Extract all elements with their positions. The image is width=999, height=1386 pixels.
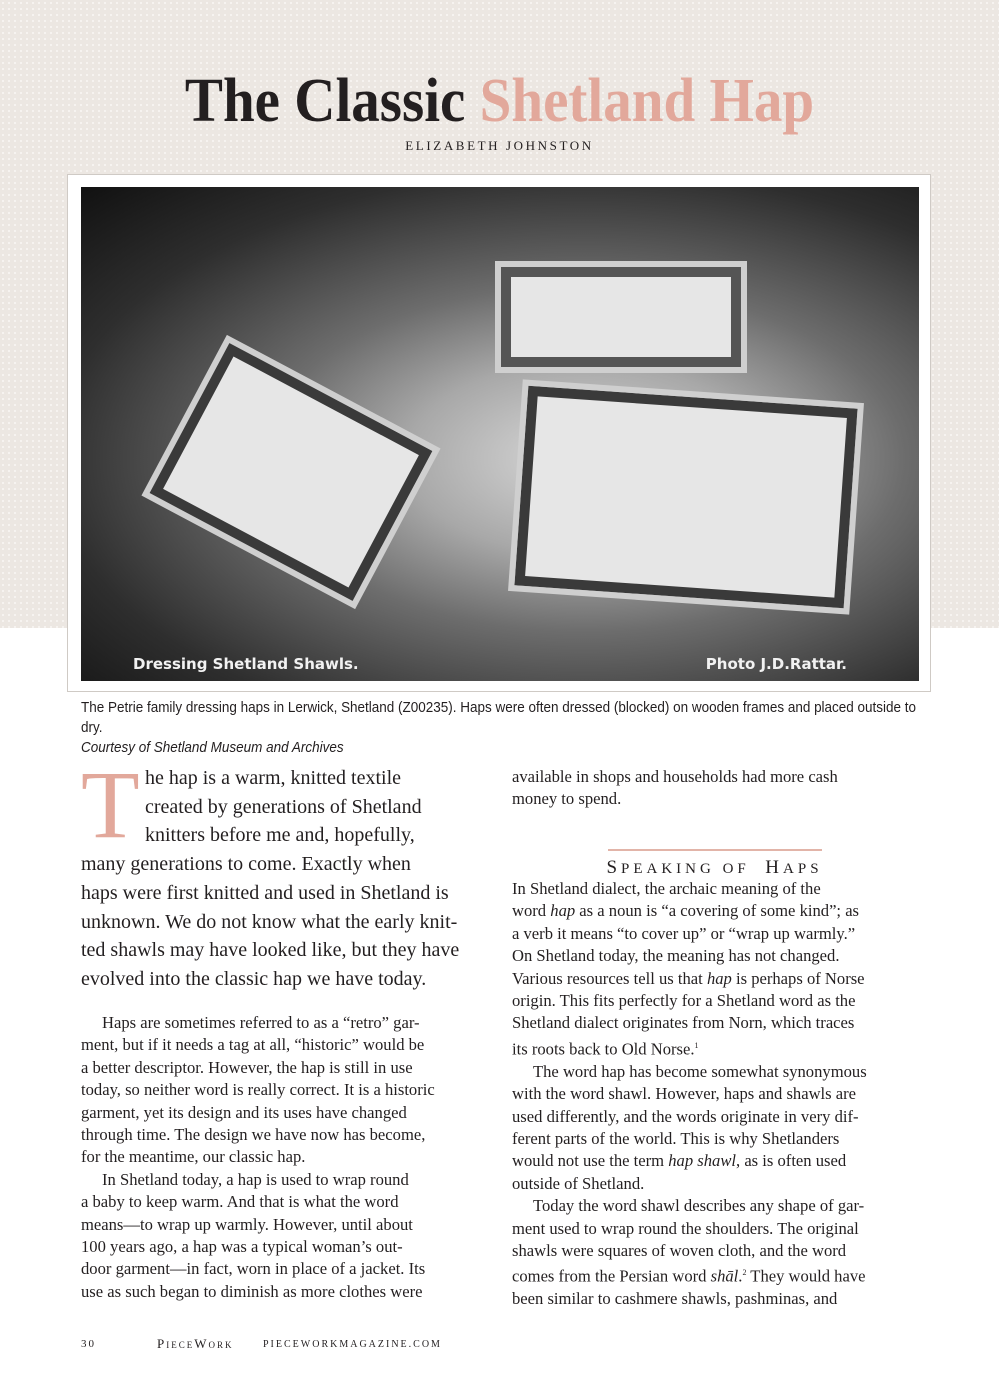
text-line: with the word shawl. However, haps and shawls are: [512, 1084, 857, 1104]
sidebar-rule: [608, 849, 822, 851]
text-line: ment, but if it needs a tag at all, “historic” would be: [81, 1035, 425, 1055]
text-line: Shetland dialect originates from Norn, which traces: [512, 1013, 855, 1033]
right-column-body: [512, 878, 867, 1311]
text-line: In Shetland today, a hap is used to wrap round: [102, 1169, 409, 1189]
shawl-left: [150, 343, 433, 601]
text-line: ted shawls may have looked like, but they have: [81, 939, 460, 962]
text-line: ferent parts of the world. This is why Shetlanders: [512, 1129, 840, 1148]
text-line: a baby to keep warm. And that is what the word: [81, 1192, 399, 1212]
text-line: Various resources tell us that hap is perhaps of Norse: [512, 968, 865, 988]
magazine-name: PieceWork: [157, 1336, 234, 1351]
text-line: unknown. We do not know what the early knit-: [81, 910, 458, 933]
title-dark: The Classic: [184, 67, 466, 135]
text-line: Haps are sometimes referred to as a “retro” gar-: [102, 1013, 420, 1032]
text-line: shawls were squares of woven cloth, and the word: [512, 1241, 847, 1261]
text-line: a better descriptor. However, the hap is still in use: [81, 1057, 413, 1077]
text-line: a verb it means “to cover up” or “wrap up warmly.”: [512, 923, 856, 943]
text-line: created by generations of Shetland: [145, 795, 422, 818]
drop-cap: T: [81, 751, 140, 858]
caption-text: The Petrie family dressing haps in Lerwick, Shetland (Z00235). Haps were often dressed (blocked) on wooden frames and placed outside to dry.: [81, 700, 917, 736]
text-line: origin. This fits perfectly for a Shetland word as the: [512, 991, 856, 1011]
text-line: door garment—in fact, worn in place of a jacket. Its: [81, 1259, 426, 1279]
text-line: On Shetland today, the meaning has not changed.: [512, 946, 840, 966]
text-line: use as such began to diminish as more clothes were: [81, 1281, 423, 1301]
shawl-center: [514, 386, 857, 609]
text-line: 100 years ago, a hap was a typical woman’s out-: [81, 1237, 403, 1257]
text-line: would not use the term hap shawl, as is often used: [512, 1151, 847, 1171]
text-line: haps were first knitted and used in Shetland is: [81, 881, 449, 904]
page-title: [40, 66, 959, 137]
text-line: word hap as a noun is “a covering of some kind”; as: [512, 901, 860, 921]
sidebar-heading: SPEAKING OF HAPS: [606, 857, 823, 878]
text-line: he hap is a warm, knitted textile: [145, 767, 402, 789]
caption-credit: Courtesy of Shetland Museum and Archives: [81, 740, 344, 756]
left-column-body: [81, 1012, 435, 1303]
right-column-top: [512, 766, 838, 811]
text-line: outside of Shetland.: [512, 1173, 645, 1193]
intro-paragraph: [81, 751, 460, 994]
photo-caption: [81, 698, 935, 758]
shawl-back: [501, 267, 741, 367]
text-line: garment, yet its design and its uses have changed: [81, 1102, 407, 1122]
text-line: many generations to come. Exactly when: [81, 853, 411, 876]
text-line: Today the word shawl describes any shape of gar-: [533, 1196, 865, 1216]
text-line: available in shops and households had more cash: [512, 767, 838, 786]
text-line: its roots back to Old Norse.$^1$: [512, 1039, 699, 1059]
byline: ELIZABETH JOHNSTON: [405, 138, 594, 153]
text-line: means—to wrap up warmly. However, until about: [81, 1214, 413, 1234]
photo-label-right: Photo J.D.Rattar.: [705, 655, 847, 673]
photo-label-left: Dressing Shetland Shawls.: [133, 655, 359, 673]
text-line: today, so neither word is really correct. It is a historic: [81, 1080, 435, 1100]
photo-frame: [67, 174, 931, 692]
text-line: evolved into the classic hap we have today.: [81, 967, 427, 990]
title-accent: Shetland Hap: [479, 67, 815, 135]
text-line: The word hap has become somewhat synonymous: [533, 1061, 867, 1081]
text-line: knitters before me and, hopefully,: [145, 824, 415, 847]
text-line: for the meantime, our classic hap.: [81, 1147, 306, 1167]
text-line: comes from the Persian word shāl.$^2$ They would have: [512, 1266, 866, 1286]
text-line: money to spend.: [512, 789, 622, 809]
text-line: In Shetland dialect, the archaic meaning of the: [512, 879, 821, 898]
text-line: been similar to cashmere shawls, pashminas, and: [512, 1289, 838, 1309]
text-line: used differently, and the words originate in very dif-: [512, 1106, 859, 1126]
historic-photo: [81, 187, 919, 681]
page-number: 30: [81, 1338, 96, 1350]
magazine-url: PIECEWORKMAGAZINE.COM: [263, 1339, 442, 1350]
text-line: through time. The design we have now has become,: [81, 1125, 426, 1145]
text-line: ment used to wrap round the shoulders. The original: [512, 1218, 859, 1238]
